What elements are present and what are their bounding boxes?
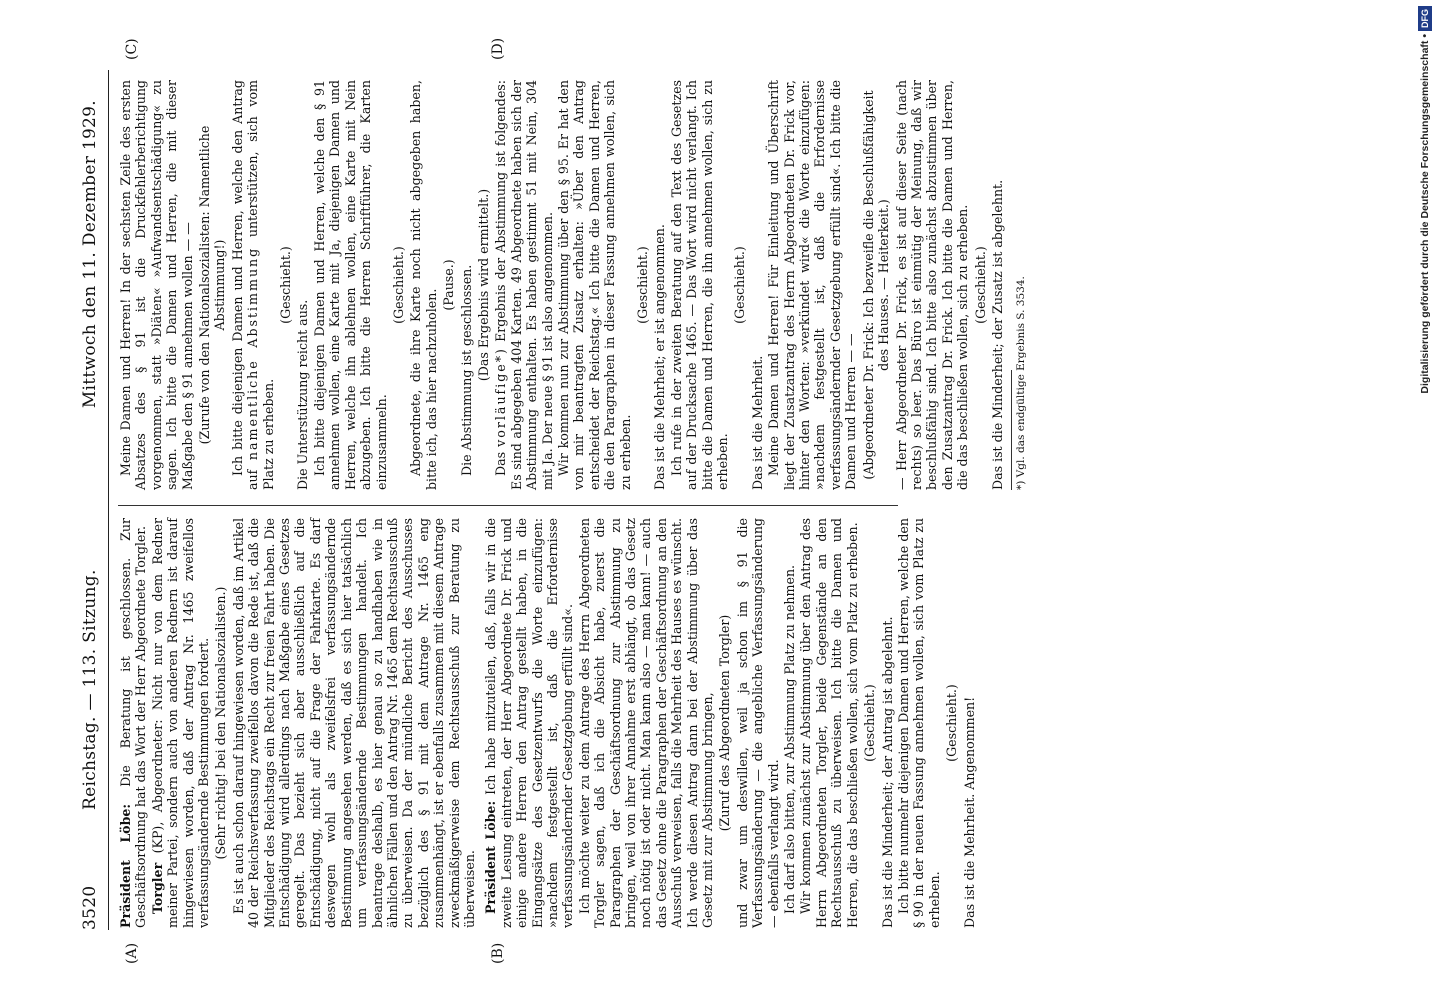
speaker-name: Präsident Löbe:	[483, 800, 499, 914]
paragraph: Das ist die Mehrheit. Angenommen!	[961, 696, 977, 928]
digitization-credit	[1418, 6, 1432, 996]
margin-marker-a: (A)	[124, 942, 140, 964]
paragraph: Präsident Löbe: Die Beratung ist geschlossen. Zur Geschäftsordnung hat das Wort der Herr Abgeordnete Torgler.	[118, 518, 149, 928]
paragraph: und zwar um deswillen, weil ja schon im § 91 die Verfassungsänderung — die angebliche Verfassungsänderung — ebenfalls verlangt wird.	[734, 518, 781, 928]
paragraph: Das ist die Minderheit; der Antrag ist abgelehnt.	[879, 616, 895, 928]
interjection: (Geschieht.)	[635, 246, 650, 324]
margin-marker-b: (B)	[490, 942, 506, 964]
paragraph: Die Unterstützung reicht aus.	[295, 299, 311, 490]
margin-marker-d: (D)	[490, 37, 506, 60]
right-column	[118, 80, 1028, 490]
paragraph: Das ist die Minderheit; der Zusatz ist abgelehnt.	[989, 179, 1005, 490]
paragraph: Präsident Löbe: Ich habe mitzuteilen, daß, falls wir in die zweite Lesung eintreten, der Herr Abgeordnete Dr. Frick und einige andere Herren den Antrag gestellt haben, in die Eingangsätze des Gesetzentwurfs die Worte einzufügen: »nachdem festgestellt ist, daß die Erfordernisse verfassungsändernder Gesetzgebung erfüllt sind«.	[483, 518, 576, 928]
speaker-name: Präsident Löbe:	[118, 803, 133, 928]
paragraph: Es ist auch schon darauf hingewiesen worden, daß im Artikel 40 der Reichsverfassung zweifellos davon die Rede ist, daß die Mitglieder des Reichstags ein Recht zur freien Fahrt haben. Die Entschädigung wird allerdings nach Maßgabe eines Gesetzes geregelt. Das bezieht sich aber ausschließlich auf die Entschädigung, nicht auf die Frage der Fahrkarte. Es darf deswegen wohl als zweifelsfrei verfassungsändernde Bestimmung angesehen werden, daß es sich hier tatsächlich um verfassungsändernde Bestimmungen handelt. Ich beantrage deshalb, es hier genau so zu handhaben wie in ähnlichen Fällen und den Antrag Nr. 1465 dem Rechtsausschuß zu überweisen. Da der mündliche Bericht des Ausschusses bezüglich des § 91 mit dem Antrage Nr. 1465 eng zusammenhängt, ist er ebenfalls zusammen mit diesem Antrage zweckmäßigerweise dem Rechtsausschuß zur Beratung zu überweisen.	[230, 518, 477, 928]
page-number: 3520	[80, 885, 100, 930]
left-column	[118, 518, 978, 928]
margin-marker-c: (C)	[124, 38, 140, 60]
interjection: (Geschieht.)	[278, 246, 294, 324]
page-header	[80, 70, 104, 930]
interjection: (Geschieht.)	[732, 246, 748, 324]
paragraph: Wir kommen nun zur Abstimmung über den § 95. Er hat den von mir beantragten Zusatz erhalten: »Über den Antrag entscheidet der Reichstag.« Ich bitte die Damen und Herren, die den Paragraphen in dieser Fassung annehmen wollen, sich zu erheben.	[555, 80, 633, 490]
interjection: (Abgeordneter Dr. Frick: Ich bezweifle die Beschlußfähigkeit des Hauses. — Heiterkeit.)	[860, 90, 892, 480]
paragraph: Wir kommen zunächst zur Abstimmung über den Antrag des Herrn Abgeordneten Torgler, beide Gegenstände an den Rechtsausschuß zu überweisen. Ich bitte die Damen und Herren, die das beschließen wollen, sich vom Platz zu erheben.	[798, 518, 860, 928]
spaced-emphasis: namentliche Abstimmung	[245, 246, 261, 461]
paragraph: Ich bitte diejenigen Damen und Herren, welche den Antrag auf namentliche Abstimmung unterstützen, sich vom Platz zu erheben.	[229, 80, 276, 490]
paragraph: Meine Damen und Herren! Für Einleitung und Überschrift liegt der Zusatzantrag des Herrn Abgeordneten Dr. Frick vor, hinter den Worten: »verkündet wird« die Worte einzufügen: »nachdem festgestellt ist, daß die Erfordernisse verfassungsändernder Gesetzgebung erfüllt sind«. Ich bitte die Damen und Herren — —	[766, 80, 859, 490]
interjection: (Geschieht.)	[972, 246, 988, 324]
session-title: Reichstag. — 113. Sitzung.	[80, 569, 100, 810]
paragraph: Meine Damen und Herren! In der sechsten Zeile des ersten Absatzes des § 91 ist die Druckfehlerberichtigung vorgenommen, statt »Diäten« »Aufwandsentschädigung« zu sagen. Ich bitte die Damen und Herren, die mit dieser Maßgabe den § 91 annehmen wollen — —	[118, 80, 195, 490]
speaker-name: Torgler	[149, 862, 165, 914]
interjection: (Zurufe von den Nationalsozialisten: Namentliche Abstimmung!)	[197, 125, 228, 445]
paragraph: Das ist die Mehrheit; er ist angenommen.	[652, 224, 668, 490]
paragraph: Ich rufe in der zweiten Beratung auf den Text des Gesetzes auf der Drucksache 1465. — Das Wort wird nicht verlangt. Ich bitte die Damen und Herren, die ihn annehmen wollen, sich zu erheben.	[668, 80, 731, 490]
paragraph: Abgeordnete, die ihre Karte noch nicht abgegeben haben, bitte ich, das hier nachzuholen.	[408, 80, 439, 490]
paragraph: — Herr Abgeordneter Dr. Frick, es ist auf dieser Seite (nach rechts) so leer. Das Büro ist einmütig der Meinung, daß wir beschlußfähig sind. Ich bitte also zunächst abzustimmen über den Zusatzantrag Dr. Frick. Ich bitte die Damen und Herren, die das beschließen wollen, sich zu erheben.	[893, 80, 971, 490]
spaced-emphasis: vorläufige*)	[493, 347, 509, 447]
interjection: (Zuruf des Abgeordneten Torgler)	[717, 614, 733, 832]
header-rule	[108, 70, 109, 930]
interjection: (Das Ergebnis wird ermittelt.)	[475, 188, 491, 382]
interjection: (Geschieht.)	[862, 684, 878, 762]
paragraph: Ich möchte weiter zu dem Antrage des Herrn Abgeordneten Torgler sagen, daß ich die Absicht habe, zuerst die Paragraphen der Geschäftsordnung zur Abstimmung zu bringen, weil von ihrer Annahme erst abhängt, ob das Gesetz noch nötig ist oder nicht. Man kann also — man kann! — auch das Gesetz ohne die Paragraphen der Geschäftsordnung an den Ausschuß verweisen, falls die Mehrheit des Hauses es wünscht. Ich werde diesen Antrag dann bei der Abstimmung über das Gesetz mit zur Abstimmung bringen,	[576, 518, 716, 928]
interjection: (Geschieht.)	[390, 246, 406, 324]
paragraph: Ich bitte diejenigen Damen und Herren, welche den § 91 annehmen wollen, eine Karte mit Ja, diejenigen Damen und Herren, welche ihn ablehnen wollen, eine Karte mit Nein abzugeben. Ich bitte die Herren Schriftführer, die Karten einzusammeln.	[311, 80, 389, 490]
interjection: (Pause.)	[441, 259, 457, 311]
paragraph: Torgler (KP), Abgeordneter: Nicht nur von dem Redner meiner Partei, sondern auch von anderen Rednern ist darauf hingewiesen worden, daß der Antrag Nr. 1465 zweifellos verfassungsändernde Bestimmungen fordert.	[149, 518, 212, 928]
paragraph: Die Abstimmung ist geschlossen.	[458, 264, 474, 476]
paragraph: Das vorläufige*) Ergebnis der Abstimmung ist folgendes: Es sind abgegeben 404 Karten. 49 Abgeordnete haben sich der Abstimmung enthalten. Es haben gestimmt 51 mit Nein, 304 mit Ja. Der neue § 91 ist also angenommen.	[493, 80, 555, 490]
interjection: (Sehr richtig! bei den Nationalsozialisten.)	[213, 586, 229, 860]
paragraph: Das ist die Mehrheit.	[749, 355, 765, 490]
paragraph: Ich bitte nunmehr diejenigen Damen und Herren, welche den § 90 in der neuen Fassung annehmen wollen, sich vom Platz zu erheben.	[895, 518, 942, 928]
footnote: *) Vgl. das endgültige Ergebnis S. 3534.	[1011, 370, 1028, 490]
interjection: (Geschieht.)	[944, 684, 960, 762]
session-date: Mittwoch den 11. Dezember 1929.	[80, 100, 100, 409]
dfg-logo: DFG	[1418, 6, 1432, 31]
credit-text: Digitalisierung gefördert durch die Deutsche Forschungsgemeinschaft •	[1419, 34, 1431, 394]
column-divider	[118, 505, 898, 506]
paragraph: Ich darf also bitten, zur Abstimmung Platz zu nehmen.	[782, 564, 798, 914]
